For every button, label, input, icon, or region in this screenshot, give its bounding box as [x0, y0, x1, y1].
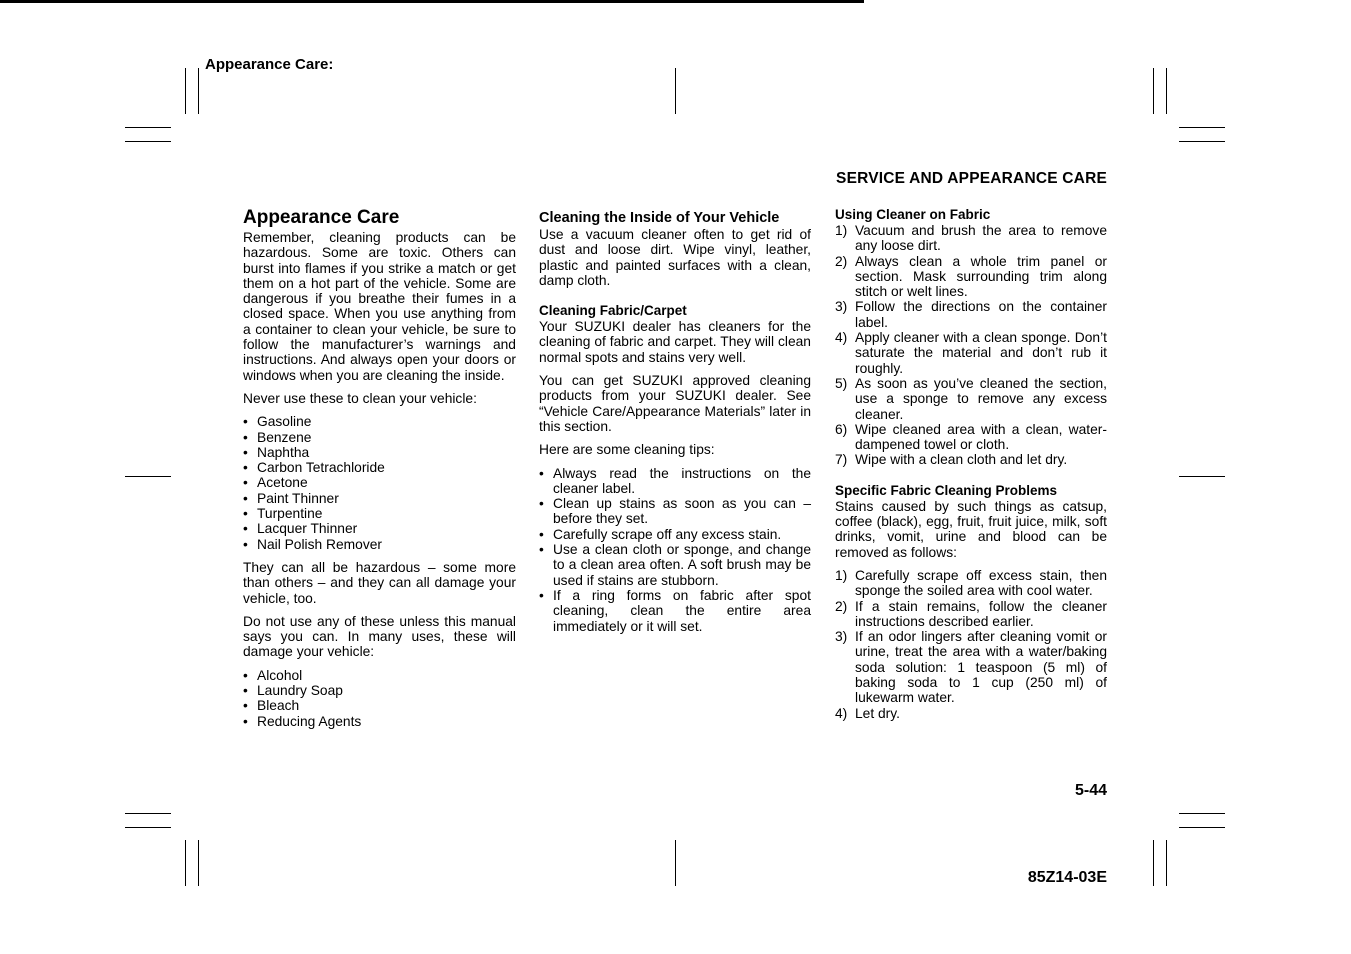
- crop-mark: [675, 840, 676, 886]
- list-item: • Laundry Soap: [243, 683, 343, 699]
- bullet-list: [243, 668, 516, 729]
- crop-mark: [185, 840, 186, 886]
- crop-mark: [1166, 840, 1167, 886]
- paragraph: Use a vacuum cleaner often to get rid of dust and loose dirt. Wipe vinyl, leather, plastic and painted surfaces with a clean, damp cloth.: [539, 227, 811, 288]
- list-item: • Always read the instructions on the cleaner label.: [539, 465, 811, 496]
- list-item: 3) Follow the directions on the container label.: [835, 299, 1107, 330]
- crop-mark: [1179, 476, 1225, 477]
- section-heading: Cleaning Fabric/Carpet: [539, 303, 687, 319]
- list-item: 1) Vacuum and brush the area to remove any loose dirt.: [835, 223, 1107, 254]
- list-item: • Turpentine: [243, 506, 323, 522]
- list-item: • Alcohol: [243, 667, 303, 683]
- document-code: 85Z14-03E: [1027, 869, 1107, 886]
- list-item: • Clean up stains as soon as you can – before they set.: [539, 496, 811, 527]
- list-item: 3) If an odor lingers after cleaning vomit or urine, treat the area with a water/baking soda solution: 1 teaspoon (5 ml) of baking soda to 1 cup (250 ml) of lukewarm water.: [835, 629, 1107, 706]
- list-item: • Gasoline: [243, 414, 312, 430]
- list-item: • Nail Polish Remover: [243, 536, 382, 552]
- crop-mark: [125, 127, 171, 128]
- crop-mark: [125, 476, 171, 477]
- crop-mark: [125, 141, 171, 142]
- list-item: 6) Wipe cleaned area with a clean, water-dampened towel or cloth.: [835, 421, 1107, 453]
- crop-mark: [125, 827, 171, 828]
- paragraph: You can get SUZUKI approved cleaning products from your SUZUKI dealer. See “Vehicle Care/Appearance Materials” later in this section.: [539, 373, 811, 434]
- list-item: 4) Let dry.: [835, 705, 900, 721]
- list-item: 2) Always clean a whole trim panel or section. Mask surrounding trim along stitch or welt lines.: [835, 253, 1107, 300]
- crop-mark: [675, 68, 676, 114]
- paragraph: Here are some cleaning tips:: [539, 442, 715, 458]
- bullet-list: [539, 466, 811, 634]
- crop-mark: [185, 68, 186, 114]
- section-heading: Cleaning the Inside of Your Vehicle: [539, 210, 780, 226]
- list-item: • Lacquer Thinner: [243, 521, 358, 537]
- crop-mark: [198, 840, 199, 886]
- do-not-paragraph: Do not use any of these unless this manual says you can. In many uses, these will damage your vehicle:: [243, 613, 516, 660]
- list-item: • Use a clean cloth or sponge, and change to a clean area often. A soft brush may be used if stains are stubborn.: [539, 542, 811, 588]
- list-item: 2) If a stain remains, follow the cleaner instructions described earlier.: [835, 598, 1107, 629]
- header-rule: [0, 0, 864, 3]
- crop-mark: [1179, 827, 1225, 828]
- column-3: [835, 207, 1107, 729]
- hazard-paragraph: They can all be hazardous – some more than others – and they can all damage your vehicle, too.: [243, 559, 516, 606]
- list-item: • Naphtha: [243, 444, 310, 460]
- crop-mark: [1179, 813, 1225, 814]
- list-item: 7) Wipe with a clean cloth and let dry.: [835, 452, 1068, 468]
- list-item: • Bleach: [243, 698, 300, 714]
- paragraph: Your SUZUKI dealer has cleaners for the cleaning of fabric and carpet. They will clean normal spots and stains very well.: [539, 319, 811, 365]
- crop-mark: [125, 813, 171, 814]
- section-heading: Specific Fabric Cleaning Problems: [835, 482, 1058, 498]
- never-use-paragraph: Never use these to clean your vehicle:: [243, 390, 477, 406]
- list-item: • Reducing Agents: [243, 713, 362, 729]
- list-item: • Benzene: [243, 429, 312, 445]
- crop-mark: [198, 68, 199, 114]
- column-1: [243, 207, 516, 737]
- column-2: [539, 207, 811, 642]
- paragraph: Stains caused by such things as catsup, coffee (black), egg, fruit, fruit juice, milk, soft drinks, vomit, urine and blood can be removed as follows:: [835, 498, 1107, 560]
- bullet-list: [243, 414, 516, 552]
- crop-mark: [1153, 68, 1154, 114]
- list-item: 4) Apply cleaner with a clean sponge. Don’t saturate the material and don’t rub it roughly.: [835, 330, 1107, 376]
- list-item: • Carefully scrape off any excess stain.: [539, 526, 782, 542]
- crop-mark: [1179, 127, 1225, 128]
- crop-mark: [1153, 840, 1154, 886]
- page-number: 5-44: [1074, 782, 1107, 799]
- corner-label: Appearance Care:: [205, 56, 334, 73]
- list-item: • If a ring forms on fabric after spot cleaning, clean the entire area immediately or it will set.: [539, 587, 811, 634]
- list-item: • Paint Thinner: [243, 490, 339, 506]
- crop-mark: [1166, 68, 1167, 114]
- crop-mark: [1179, 141, 1225, 142]
- section-heading: Using Cleaner on Fabric: [835, 207, 991, 222]
- numbered-list: [835, 568, 1107, 721]
- list-item: 5) As soon as you’ve cleaned the section, use a sponge to remove any excess cleaner.: [835, 375, 1107, 422]
- numbered-list: [835, 223, 1107, 468]
- list-item: • Acetone: [243, 475, 308, 491]
- page-title: Appearance Care: [243, 207, 400, 228]
- intro-paragraph: Remember, cleaning products can be hazardous. Some are toxic. Others can burst into flames if you strike a match or get them on a hot part of the vehicle. Some are dangerous if you breathe their fumes in a closed space. When you use anything from a container to clean your vehicle, be sure to follow the manufacturer’s warnings and instructions. And always open your doors or windows when you are cleaning the inside.: [243, 230, 516, 383]
- section-title: SERVICE AND APPEARANCE CARE: [836, 170, 1107, 187]
- list-item: 1) Carefully scrape off excess stain, then sponge the soiled area with cool water.: [835, 567, 1107, 599]
- list-item: • Carbon Tetrachloride: [243, 460, 385, 476]
